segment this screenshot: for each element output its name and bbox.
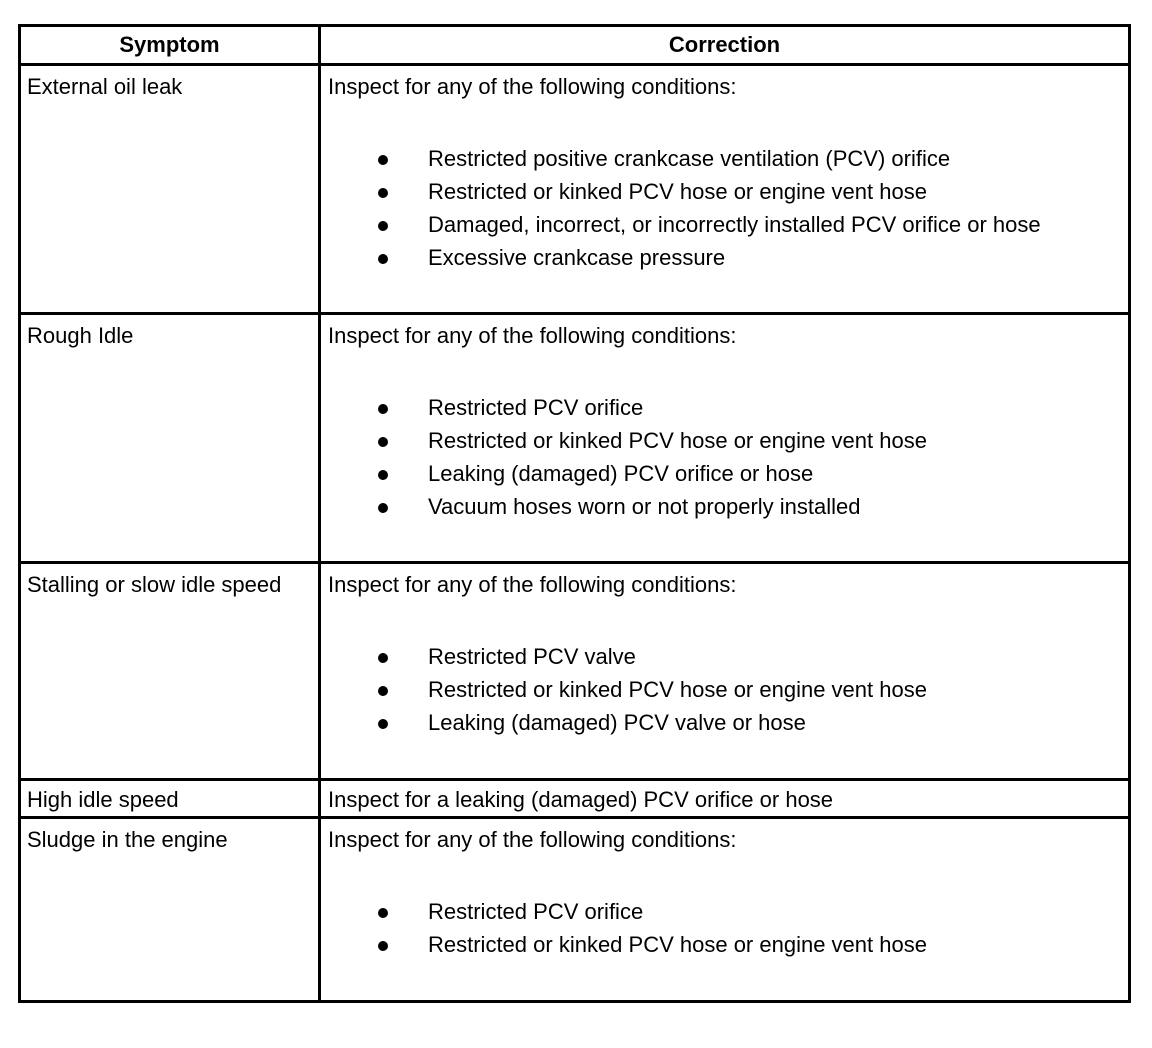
header-row <box>20 26 1130 65</box>
correction-cell <box>320 818 1130 1002</box>
symptom-cell: External oil leak <box>20 65 320 314</box>
bullet-icon <box>378 503 388 513</box>
list-item <box>328 895 1128 928</box>
condition-list <box>328 142 1128 274</box>
correction-cell <box>320 65 1130 314</box>
list-item <box>328 640 1128 673</box>
correction-cell <box>320 314 1130 563</box>
condition-text: Restricted or kinked PCV hose or engine vent hose <box>428 428 927 453</box>
correction-intro: Inspect for any of the following conditions: <box>328 74 737 99</box>
list-item <box>328 457 1128 490</box>
list-item <box>328 241 1128 274</box>
symptom-correction-table <box>18 24 1131 1003</box>
list-item <box>328 391 1128 424</box>
condition-text: Leaking (damaged) PCV valve or hose <box>428 710 806 735</box>
condition-text: Excessive crankcase pressure <box>428 245 726 270</box>
correction-cell <box>320 780 1130 818</box>
condition-text: Restricted or kinked PCV hose or engine vent hose <box>428 179 927 204</box>
correction-intro: Inspect for a leaking (damaged) PCV orifice or hose <box>328 787 834 812</box>
list-item <box>328 208 1128 241</box>
table-row <box>20 780 1130 818</box>
condition-text: Leaking (damaged) PCV orifice or hose <box>428 461 814 486</box>
bullet-icon <box>378 686 388 696</box>
bullet-icon <box>378 404 388 414</box>
condition-text: Restricted PCV orifice <box>428 395 644 420</box>
header-correction: Correction <box>320 26 1130 65</box>
bullet-icon <box>378 653 388 663</box>
condition-text: Restricted PCV orifice <box>428 899 644 924</box>
list-item <box>328 490 1128 523</box>
table-row <box>20 314 1130 563</box>
condition-text: Restricted or kinked PCV hose or engine vent hose <box>428 677 927 702</box>
list-item <box>328 928 1128 961</box>
condition-text: Vacuum hoses worn or not properly installed <box>428 494 861 519</box>
correction-intro: Inspect for any of the following conditions: <box>328 323 737 348</box>
correction-cell <box>320 563 1130 780</box>
bullet-icon <box>378 470 388 480</box>
bullet-icon <box>378 254 388 264</box>
bullet-icon <box>378 908 388 918</box>
bullet-icon <box>378 188 388 198</box>
condition-text: Restricted PCV valve <box>428 644 636 669</box>
symptom-cell: Rough Idle <box>20 314 320 563</box>
bullet-icon <box>378 437 388 447</box>
condition-list <box>328 895 1128 961</box>
symptom-cell: Sludge in the engine <box>20 818 320 1002</box>
table-row <box>20 563 1130 780</box>
condition-text: Damaged, incorrect, or incorrectly installed PCV orifice or hose <box>428 212 1041 237</box>
correction-intro: Inspect for any of the following conditions: <box>328 827 737 852</box>
table-row <box>20 818 1130 1002</box>
list-item <box>328 673 1128 706</box>
bullet-icon <box>378 221 388 231</box>
condition-list <box>328 640 1128 739</box>
symptom-cell: Stalling or slow idle speed <box>20 563 320 780</box>
condition-list <box>328 391 1128 523</box>
condition-text: Restricted positive crankcase ventilation (PCV) orifice <box>428 146 951 171</box>
bullet-icon <box>378 719 388 729</box>
bullet-icon <box>378 155 388 165</box>
list-item <box>328 706 1128 739</box>
bullet-icon <box>378 941 388 951</box>
condition-text: Restricted or kinked PCV hose or engine vent hose <box>428 932 927 957</box>
list-item <box>328 142 1128 175</box>
table-row <box>20 65 1130 314</box>
correction-intro: Inspect for any of the following conditions: <box>328 572 737 597</box>
header-symptom: Symptom <box>20 26 320 65</box>
symptom-cell: High idle speed <box>20 780 320 818</box>
list-item <box>328 424 1128 457</box>
list-item <box>328 175 1128 208</box>
